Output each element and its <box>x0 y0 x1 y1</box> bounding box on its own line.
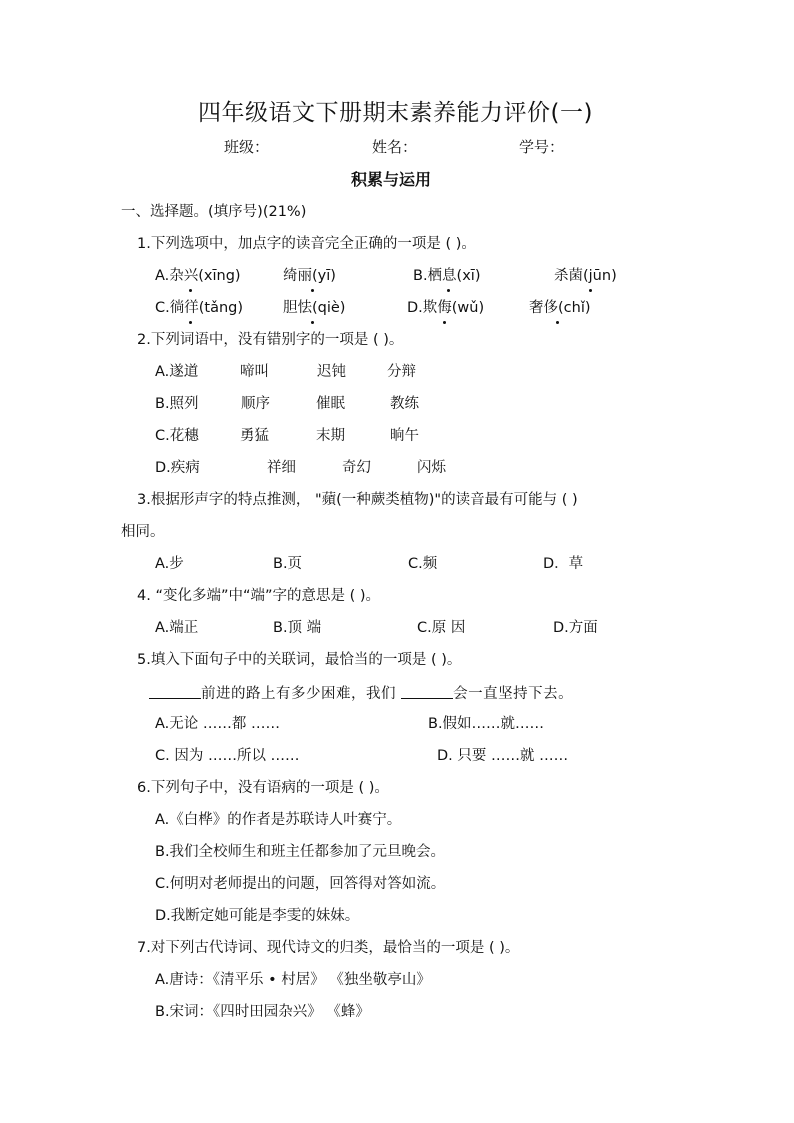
q1-option-d1: D.欺侮(wǔ) <box>407 300 485 316</box>
q4-option-b: B.顶 端 <box>273 620 322 636</box>
q6-option-c: C.何明对老师提出的问题，回答得对答如流。 <box>155 876 446 892</box>
question-3-stem-continued: 相同。 <box>121 524 165 540</box>
q5-option-d: D. 只要 ……就 …… <box>437 748 569 764</box>
q5-option-a: A.无论 ……都 …… <box>155 716 280 732</box>
q1-option-a1: A.杂兴(xīng) <box>155 268 241 284</box>
question-5-stem: 5.填入下面句子中的关联词，最恰当的一项是 ( )。 <box>137 652 462 668</box>
q1-option-b2: 杀菌(jūn) <box>554 268 617 284</box>
question-4-stem: 4. “变化多端”中“端”字的意思是 ( )。 <box>137 588 381 604</box>
q5-option-b: B.假如……就…… <box>428 716 545 732</box>
q2-option-b-word: 顺序 <box>241 396 270 412</box>
part-heading: 一、选择题。(填序号)(21%) <box>121 204 307 220</box>
q5-sentence <box>149 685 573 702</box>
q6-option-d: D.我断定她可能是李雯的妹妹。 <box>155 908 360 924</box>
page-title: 四年级语文下册期末素养能力评价(一) <box>198 100 593 126</box>
q3-option-d: D．草 <box>543 556 584 572</box>
emphasis-dot <box>189 289 192 292</box>
q3-option-b: B.页 <box>273 556 303 572</box>
q5-option-c: C. 因为 ……所以 …… <box>155 748 300 764</box>
q2-option-c-word: 末期 <box>316 428 345 444</box>
answer-blank[interactable] <box>149 685 201 699</box>
q2-option-d-word: 闪烁 <box>417 460 446 476</box>
emphasis-dot <box>189 321 192 324</box>
q3-option-c: C.频 <box>408 556 438 572</box>
q5-sentence-part-b: 会一直坚持下去。 <box>453 686 574 702</box>
q2-option-b-word: 催眠 <box>316 396 345 412</box>
answer-blank[interactable] <box>401 685 453 699</box>
q3-option-a: A.步 <box>155 556 184 572</box>
q2-option-d-word: 祥细 <box>267 460 296 476</box>
emphasis-dot <box>447 289 450 292</box>
q2-option-b-word: 教练 <box>390 396 419 412</box>
student-number-label: 学号： <box>519 138 565 156</box>
q2-option-c-word: C.花穗 <box>155 428 199 444</box>
q1-option-a2: 绮丽(yī) <box>283 268 336 284</box>
q2-option-a-word: 啼叫 <box>240 364 269 380</box>
q2-option-a-word: A.遂道 <box>155 364 199 380</box>
q5-sentence-part-a: 前进的路上有多少困难，我们 <box>201 686 396 702</box>
emphasis-dot <box>443 321 446 324</box>
q2-option-c-word: 晌午 <box>390 428 419 444</box>
class-label: 班级： <box>224 138 270 156</box>
q1-option-c1: C.徜徉(tǎng) <box>155 300 244 316</box>
q1-option-c2: 胆怯(qiè) <box>283 300 346 316</box>
emphasis-dot <box>589 289 592 292</box>
section-title: 积累与运用 <box>351 170 432 189</box>
q6-option-a: A.《白桦》的作者是苏联诗人叶赛宁。 <box>155 812 402 828</box>
q1-option-b1: B.栖息(xī) <box>413 268 481 284</box>
q7-option-b: B.宋词：《四时田园杂兴》 《蜂》 <box>155 1004 370 1020</box>
q2-option-d-word: 奇幻 <box>342 460 371 476</box>
q2-option-b-word: B.照列 <box>155 396 199 412</box>
q2-option-c-word: 勇猛 <box>240 428 269 444</box>
q1-option-d2: 奢侈(chǐ) <box>529 300 591 316</box>
q2-option-d-word: D.疾病 <box>155 460 200 476</box>
q4-option-d: D.方面 <box>553 620 598 636</box>
q2-option-a-word: 迟钝 <box>317 364 346 380</box>
q7-option-a: A.唐诗：《清平乐 • 村居》 《独坐敬亭山》 <box>155 972 431 988</box>
q4-option-a: A.端正 <box>155 620 199 636</box>
name-label: 姓名： <box>372 138 418 156</box>
question-6-stem: 6.下列句子中，没有语病的一项是 ( )。 <box>137 780 389 796</box>
q4-option-c: C.原 因 <box>417 620 466 636</box>
question-1-stem: 1.下列选项中，加点字的读音完全正确的一项是 ( )。 <box>137 236 476 252</box>
emphasis-dot <box>556 321 559 324</box>
q2-option-a-word: 分辩 <box>387 364 416 380</box>
emphasis-dot <box>311 321 314 324</box>
emphasis-dot <box>311 289 314 292</box>
q6-option-b: B.我们全校师生和班主任都参加了元旦晚会。 <box>155 844 446 860</box>
question-7-stem: 7.对下列古代诗词、现代诗文的归类，最恰当的一项是 ( )。 <box>137 940 520 956</box>
question-3-stem: 3.根据形声字的特点推测， "蘋(一种蕨类植物)"的读音最有可能与 ( ) <box>137 492 578 508</box>
question-2-stem: 2.下列词语中，没有错别字的一项是 ( )。 <box>137 332 404 348</box>
